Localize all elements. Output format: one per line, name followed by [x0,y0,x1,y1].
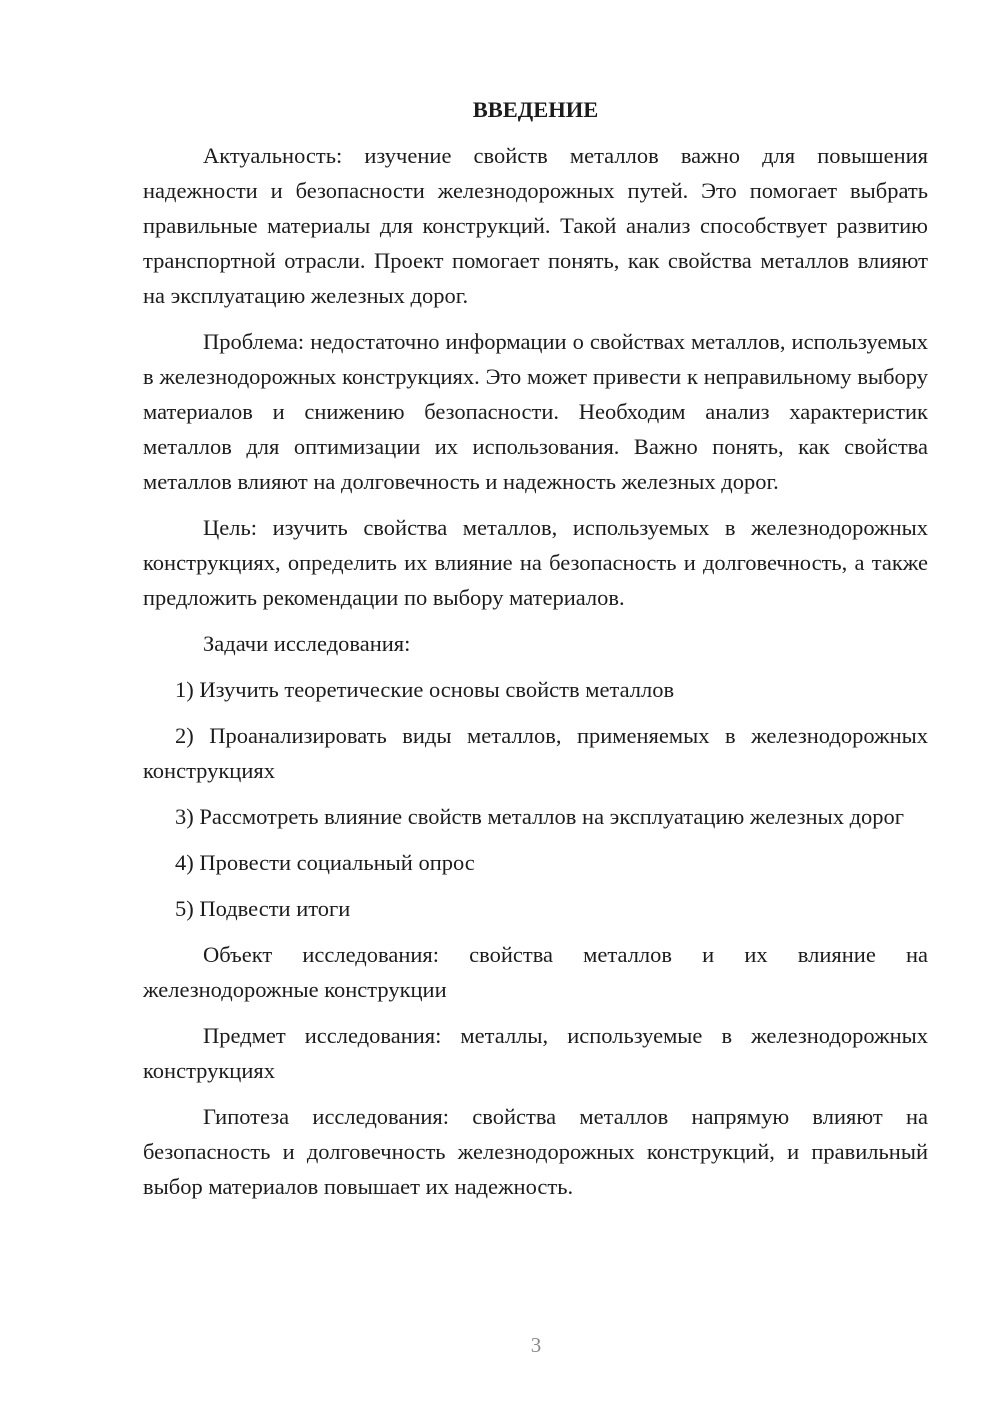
tasks-list [143,672,928,926]
list-item: 5) Подвести итоги [175,896,351,921]
page-number: 3 [530,1333,542,1357]
list-item: 2) Проанализировать виды металлов, применяемых в железнодорожных конструкциях [143,723,928,783]
list-item: 1) Изучить теоретические основы свойств металлов [175,677,675,702]
page-content [143,92,928,1215]
section-title: ВВЕДЕНИЕ [472,97,599,122]
relevance-paragraph: Актуальность: изучение свойств металлов важно для повышения надежности и безопасности железнодорожных путей. Это помогает выбрать правильные материалы для конструкций. Такой анализ способствует развитию транспортной отрасли. Проект помогает понять, как свойства металлов влияют на эксплуатацию железных дорог. [143,143,928,308]
list-item: 4) Провести социальный опрос [175,850,475,875]
subject-paragraph: Предмет исследования: металлы, используемые в железнодорожных конструкциях [143,1023,928,1083]
object-paragraph: Объект исследования: свойства металлов и их влияние на железнодорожные конструкции [143,942,928,1002]
problem-paragraph: Проблема: недостаточно информации о свойствах металлов, используемых в железнодорожных конструкциях. Это может привести к неправильному выбору материалов и снижению безопасности. Необходим анализ характеристик металлов для оптимизации их использования. Важно понять, как свойства металлов влияют на долговечность и надежность железных дорог. [143,329,928,494]
list-item: 3) Рассмотреть влияние свойств металлов на эксплуатацию железных дорог [175,804,904,829]
goal-paragraph: Цель: изучить свойства металлов, используемых в железнодорожных конструкциях, определить их влияние на безопасность и долговечность, а также предложить рекомендации по выбору материалов. [143,515,928,610]
hypothesis-paragraph: Гипотеза исследования: свойства металлов напрямую влияют на безопасность и долговечность железнодорожных конструкций, и правильный выбор материалов повышает их надежность. [143,1104,928,1199]
tasks-heading: Задачи исследования: [203,631,411,656]
